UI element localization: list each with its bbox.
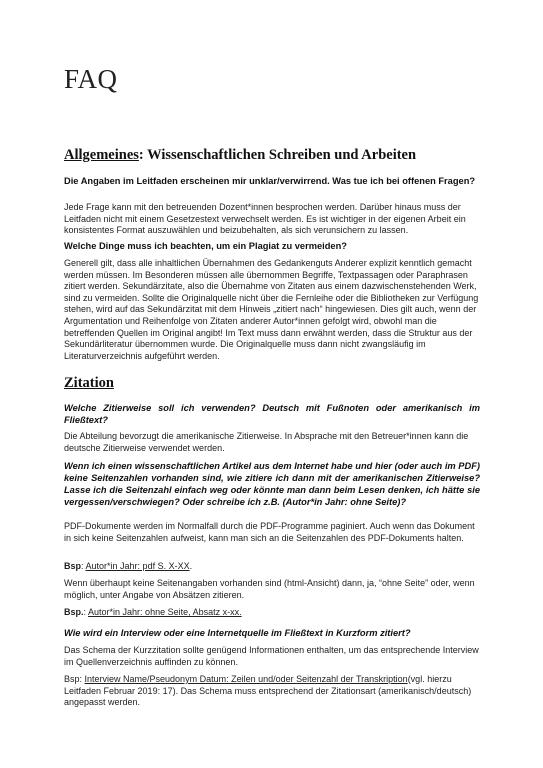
example-text: Interview Name/Pseudonym Datum: Zeilen und/oder Seitenzahl der Transkription bbox=[84, 674, 408, 684]
example-rest: (vgl. hierzu Leitfaden Februar 2019: 17). Das Schema muss entsprechend der Zitationsart (amerikanisch/deutsch) angepasst werden. bbox=[64, 674, 472, 708]
example-no-page-citation bbox=[64, 607, 480, 619]
answer-citation-style: Die Abteilung bevorzugt die amerikanische Zitierweise. In Absprache mit den Betreuer*innen kann die deutsche Zitierweise verwendet werden. bbox=[64, 431, 469, 453]
question-interview-citation: Wie wird ein Interview oder eine Internetquelle im Fließtext in Kurzform zitiert? bbox=[64, 628, 411, 638]
question-missing-page-numbers: Wenn ich einen wissenschaftlichen Artikel aus dem Internet habe und hier (oder auch im PDF) keine Seitenzahlen vorhanden sind, wie zitiere ich dann mit der amerikanischen Zitierweise? Lasse ich die Seitenzahl einfach weg oder könnte man dann beim Lesen denken, ich hätte sie vergessen/verschwiegen? Oder schreibe ich z.B. (Autor*in Jahr: ohne Seite)? bbox=[64, 461, 480, 507]
example-text: Autor*in Jahr: ohne Seite, Absatz x-xx. bbox=[88, 607, 242, 617]
example-pdf-citation bbox=[64, 561, 480, 573]
example-label: Bsp: bbox=[64, 674, 85, 684]
section-heading-general bbox=[64, 147, 416, 164]
example-text: Autor*in Jahr: pdf S. X-XX bbox=[85, 561, 190, 571]
answer-interview-citation: Das Schema der Kurzzitation sollte genügend Informationen enthalten, um das entsprechende Interview im Quellenverzeichnis auffinden zu können. bbox=[64, 645, 479, 667]
heading-underlined-part: Allgemeines bbox=[64, 147, 139, 163]
example-separator: : bbox=[83, 607, 89, 617]
example-label: Bsp. bbox=[64, 607, 84, 617]
example-interview-citation bbox=[64, 674, 480, 709]
answer-no-page-numbers: Wenn überhaupt keine Seitenangaben vorhanden sind (html-Ansicht) dann, ja, “ohne Seite” oder, wenn möglich, unter Angabe von Absätzen zitieren. bbox=[64, 578, 475, 600]
answer-pdf-pagination: PDF-Dokumente werden im Normalfall durch die PDF-Programme paginiert. Auch wenn das Dokument in sich keine Seitenzahlen aufweist, kann man sich an die Seitenzahlen des PDF-Dokuments halten. bbox=[64, 521, 475, 543]
example-end: . bbox=[189, 561, 193, 571]
heading-rest-part: : Wissenschaftlichen Schreiben und Arbeiten bbox=[138, 147, 417, 163]
example-label: Bsp bbox=[64, 561, 82, 571]
page-title: FAQ bbox=[64, 64, 118, 94]
question-avoid-plagiarism: Welche Dinge muss ich beachten, um ein Plagiat zu vermeiden? bbox=[64, 241, 347, 251]
example-separator: : bbox=[81, 561, 86, 571]
answer-unclear-guidelines: Jede Frage kann mit den betreuenden Dozent*innen besprochen werden. Darüber hinaus muss der Leitfaden nicht mit einem Gesetzestext verwechselt werden. Es ist wichtiger in der eigenen Arbeit ein konsistentes Format auszuwählen und beizubehalten, als sich verunsichern zu lassen. bbox=[64, 202, 466, 236]
question-unclear-guidelines: Die Angaben im Leitfaden erscheinen mir unklar/verwirrend. Was tue ich bei offenen Fragen? bbox=[64, 176, 476, 186]
section-heading-citation: Zitation bbox=[64, 375, 114, 391]
question-citation-style: Welche Zitierweise soll ich verwenden? Deutsch mit Fußnoten oder amerikanisch im Fließtext? bbox=[64, 403, 480, 425]
answer-avoid-plagiarism: Generell gilt, dass alle inhaltlichen Übernahmen des Gedankenguts Anderer explizit kenntlich gemacht werden müssen. Im Besonderen müssen alle übernommen Begriffe, Textpassagen oder Paraphrasen zitiert werden. Sekundärzitate, also die Übernahme von Zitaten aus einem dazwischenstehenden Werk, sind zu vermeiden. Sollte die Originalquelle nicht über die Fernleihe oder die Bibliotheken zur Verfügung stehen, wird auf das Sekundärzitat mit dem Hinweis „zitiert nach“ hingewiesen. Dies gilt auch, wenn der Argumentation und Reihenfolge von Zitaten anderer Autor*innen gefolgt wird, obwohl man die betreffenden Quellen im Original angibt! Im Text muss dann erwähnt werden, dass die Struktur aus der Sekundärliteratur übernommen wurde. Die Originalquelle muss dann nicht zwangsläufig im Literaturverzeichnis aufgeführt werden. bbox=[64, 258, 479, 361]
